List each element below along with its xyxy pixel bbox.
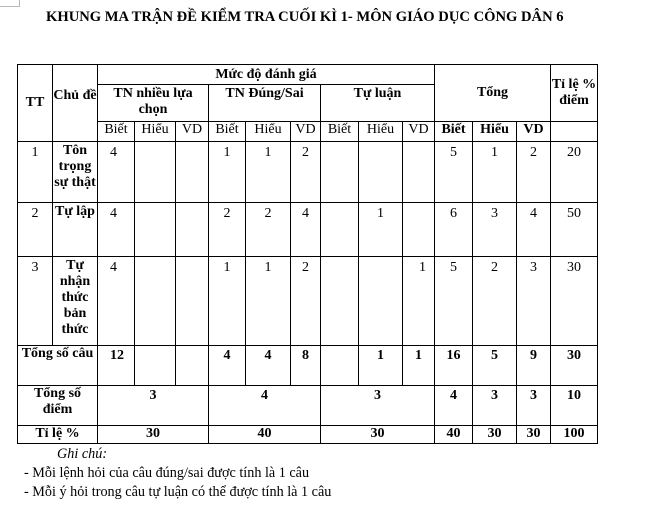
cell-ds-hieu: 2 xyxy=(246,203,291,257)
header-tl-biet: Biết xyxy=(321,122,359,142)
cell-tn-hieu xyxy=(135,346,176,386)
row-topic: Tự lập xyxy=(53,203,98,257)
cell-tl-vd: 1 xyxy=(403,257,435,346)
cell-tong-hieu: 3 xyxy=(473,203,517,257)
header-row-1 xyxy=(18,65,598,85)
cell-tong-hieu: 2 xyxy=(473,257,517,346)
cell-ds-biet: 1 xyxy=(209,142,246,203)
cell-tn-biet: 12 xyxy=(98,346,135,386)
cell-ds-percent: 40 xyxy=(209,426,321,444)
header-muc-do-danh-gia: Mức độ đánh giá xyxy=(98,65,435,85)
cell-ds-biet: 4 xyxy=(209,346,246,386)
cell-tn-biet: 4 xyxy=(98,203,135,257)
cell-tl-biet xyxy=(321,203,359,257)
cell-ti-le: 50 xyxy=(551,203,598,257)
cell-ds-vd: 2 xyxy=(291,257,321,346)
header-ti-le-diem: Tỉ lệ % điểm xyxy=(551,65,598,122)
cell-tl-vd xyxy=(403,142,435,203)
cell-tl-biet xyxy=(321,142,359,203)
cell-tong-biet: 4 xyxy=(435,386,473,426)
cell-tong-biet: 16 xyxy=(435,346,473,386)
cell-ti-le: 20 xyxy=(551,142,598,203)
header-tn-nhieu-lua-chon: TN nhiều lựa chọn xyxy=(98,85,209,122)
cell-ti-le: 10 xyxy=(551,386,598,426)
cell-tong-vd: 30 xyxy=(517,426,551,444)
header-ds-hieu: Hiểu xyxy=(246,122,291,142)
row-tt: 2 xyxy=(18,203,53,257)
header-tong-biet: Biết xyxy=(435,122,473,142)
cell-tong-hieu: 1 xyxy=(473,142,517,203)
cell-ti-le: 30 xyxy=(551,346,598,386)
table-row xyxy=(18,142,598,203)
cell-tong-hieu: 30 xyxy=(473,426,517,444)
cell-tl-hieu: 1 xyxy=(359,203,403,257)
header-tu-luan: Tự luận xyxy=(321,85,435,122)
percentage-label: Tỉ lệ % xyxy=(18,426,98,444)
cell-tn-biet: 4 xyxy=(98,257,135,346)
cell-tong-vd: 3 xyxy=(517,257,551,346)
note-item: - Mỗi lệnh hỏi của câu đúng/sai được tính là 1 câu xyxy=(24,465,310,481)
header-tl-hieu: Hiểu xyxy=(359,122,403,142)
cell-tong-biet: 6 xyxy=(435,203,473,257)
header-tn-hieu: Hiểu xyxy=(135,122,176,142)
header-tong-vd: VD xyxy=(517,122,551,142)
header-row-3 xyxy=(18,122,598,142)
table-row xyxy=(18,203,598,257)
cell-ds-vd: 8 xyxy=(291,346,321,386)
cell-ds-hieu: 1 xyxy=(246,257,291,346)
cell-tn-percent: 30 xyxy=(98,426,209,444)
cell-tong-vd: 2 xyxy=(517,142,551,203)
cell-tl-percent: 30 xyxy=(321,426,435,444)
header-tong: Tổng xyxy=(435,65,551,122)
total-questions-row xyxy=(18,346,598,386)
cell-tong-biet: 5 xyxy=(435,142,473,203)
cell-tl-points: 3 xyxy=(321,386,435,426)
notes-title: Ghi chú: xyxy=(57,446,108,462)
header-ds-vd: VD xyxy=(291,122,321,142)
cell-tl-vd: 1 xyxy=(403,346,435,386)
cell-tn-vd xyxy=(176,142,209,203)
header-tn-vd: VD xyxy=(176,122,209,142)
cell-tong-biet: 5 xyxy=(435,257,473,346)
header-tl-vd: VD xyxy=(403,122,435,142)
cell-tong-vd: 4 xyxy=(517,203,551,257)
row-topic: Tôn trọng sự thật xyxy=(53,142,98,203)
cell-tong-hieu: 3 xyxy=(473,386,517,426)
total-points-row xyxy=(18,386,598,426)
cell-tong-hieu: 5 xyxy=(473,346,517,386)
table-row xyxy=(18,257,598,346)
cell-ds-points: 4 xyxy=(209,386,321,426)
cell-ds-vd: 4 xyxy=(291,203,321,257)
cell-tn-vd xyxy=(176,346,209,386)
row-tt: 1 xyxy=(18,142,53,203)
cell-ds-biet: 1 xyxy=(209,257,246,346)
cell-tong-biet: 40 xyxy=(435,426,473,444)
cell-tl-hieu: 1 xyxy=(359,346,403,386)
note-item: - Mỗi ý hỏi trong câu tự luận có thể được tính là 1 câu xyxy=(24,484,332,500)
cell-ti-le: 30 xyxy=(551,257,598,346)
cell-tn-biet: 4 xyxy=(98,142,135,203)
cell-tn-hieu xyxy=(135,142,176,203)
cell-ds-biet: 2 xyxy=(209,203,246,257)
cell-tong-vd: 3 xyxy=(517,386,551,426)
assessment-matrix-table xyxy=(17,64,598,444)
header-empty-cell xyxy=(551,122,598,142)
row-topic: Tự nhận thức bản thức xyxy=(53,257,98,346)
total-points-label: Tổng số điểm xyxy=(18,386,98,426)
header-tt: TT xyxy=(18,65,53,142)
page-corner-mark xyxy=(0,0,20,7)
cell-tn-vd xyxy=(176,203,209,257)
cell-tl-hieu xyxy=(359,257,403,346)
cell-tn-hieu xyxy=(135,257,176,346)
row-tt: 3 xyxy=(18,257,53,346)
header-chu-de: Chủ đề xyxy=(53,65,98,142)
cell-tl-hieu xyxy=(359,142,403,203)
cell-tong-vd: 9 xyxy=(517,346,551,386)
header-tn-biet: Biết xyxy=(98,122,135,142)
cell-tl-biet xyxy=(321,346,359,386)
percentage-row xyxy=(18,426,598,444)
cell-ds-hieu: 1 xyxy=(246,142,291,203)
cell-tn-vd xyxy=(176,257,209,346)
cell-tl-vd xyxy=(403,203,435,257)
document-title: KHUNG MA TRẬN ĐỀ KIỂM TRA CUỐI KÌ 1- MÔN GIÁO DỤC CÔNG DÂN 6 xyxy=(46,9,564,25)
cell-tn-points: 3 xyxy=(98,386,209,426)
cell-ds-hieu: 4 xyxy=(246,346,291,386)
cell-tn-hieu xyxy=(135,203,176,257)
cell-ti-le: 100 xyxy=(551,426,598,444)
cell-tl-biet xyxy=(321,257,359,346)
header-tn-dung-sai: TN Đúng/Sai xyxy=(209,85,321,122)
cell-ds-vd: 2 xyxy=(291,142,321,203)
header-tong-hieu: Hiểu xyxy=(473,122,517,142)
header-ds-biet: Biết xyxy=(209,122,246,142)
total-questions-label: Tổng số câu xyxy=(18,346,98,386)
notes-section xyxy=(24,445,331,502)
